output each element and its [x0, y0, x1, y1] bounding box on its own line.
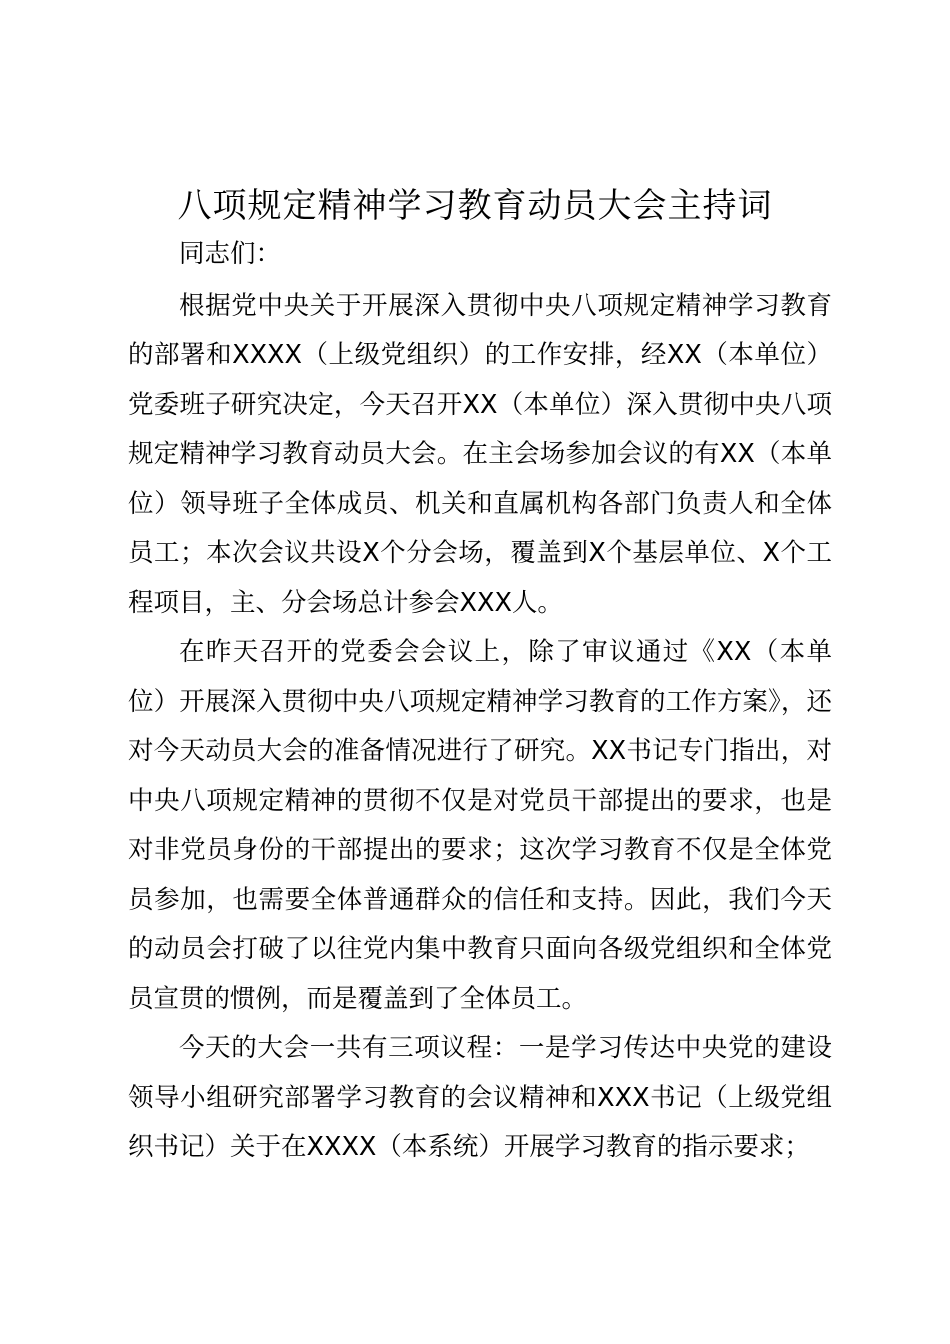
document-body [128, 230, 832, 1173]
paragraph-3: 今天的大会一共有三项议程：一是学习传达中央党的建设领导小组研究部署学习教育的会议精神和XXX书记（上级党组织书记）关于在XXXX（本系统）开展学习教育的指示要求； [128, 1033, 832, 1162]
document-title: 八项规定精神学习教育动员大会主持词 [177, 186, 773, 226]
salutation: 同志们： [179, 239, 282, 269]
paragraph-1: 根据党中央关于开展深入贯彻中央八项规定精神学习教育的部署和XXXX（上级党组织）的工作安排，经XX（本单位）党委班子研究决定，今天召开XX（本单位）深入贯彻中央八项规定精神学习教育动员大会。在主会场参加会议的有XX（本单位）领导班子全体成员、机关和直属机构各部门负责人和全体员工；本次会议共设X个分会场，覆盖到X个基层单位、X个工程项目，主、分会场总计参会XXX人。 [128, 290, 832, 618]
paragraph-2: 在昨天召开的党委会会议上，除了审议通过《XX（本单位）开展深入贯彻中央八项规定精神学习教育的工作方案》，还对今天动员大会的准备情况进行了研究。XX书记专门指出，对中央八项规定精神的贯彻不仅是对党员干部提出的要求，也是对非党员身份的干部提出的要求；这次学习教育不仅是全体党员参加，也需要全体普通群众的信任和支持。因此，我们今天的动员会打破了以往党内集中教育只面向各级党组织和全体党员宣贯的惯例，而是覆盖到了全体员工。 [128, 637, 832, 1014]
